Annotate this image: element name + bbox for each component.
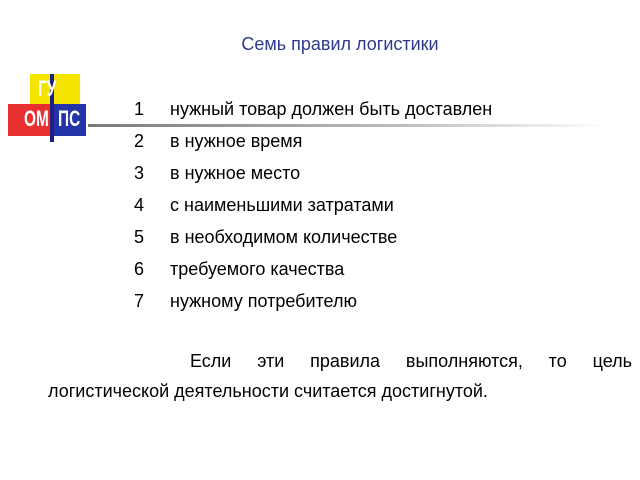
item-number: 2: [134, 131, 145, 151]
item-number: 7: [134, 291, 145, 311]
item-text: в необходимом количестве: [170, 227, 398, 247]
item-text: требуемого качества: [170, 259, 345, 279]
item-number: 3: [134, 163, 145, 183]
item-text: с наименьшими затратами: [170, 195, 394, 215]
logo-text-right: ПС: [58, 106, 81, 131]
list-item: [130, 256, 492, 288]
institution-logo: [8, 74, 88, 142]
list-item: [130, 192, 492, 224]
item-number: 6: [134, 259, 145, 279]
list-item: [130, 160, 492, 192]
item-text: в нужное место: [170, 163, 301, 183]
list-item: [130, 288, 492, 320]
list-item: [130, 128, 492, 160]
item-number: 1: [134, 99, 145, 119]
rules-list: [130, 96, 492, 320]
item-text: нужному потребителю: [170, 291, 357, 311]
slide-title: Семь правил логистики: [241, 34, 439, 54]
item-number: 4: [134, 195, 145, 215]
conclusion-paragraph: Если эти правила выполняются, то цель логистической деятельности считается достигнутой.: [48, 351, 632, 401]
logo-text-top: ГУ: [38, 76, 57, 101]
item-number: 5: [134, 227, 145, 247]
list-item: [130, 96, 492, 128]
item-text: в нужное время: [170, 131, 303, 151]
list-item: [130, 224, 492, 256]
item-text: нужный товар должен быть доставлен: [170, 99, 493, 119]
logo-text-left: ОМ: [24, 106, 49, 131]
